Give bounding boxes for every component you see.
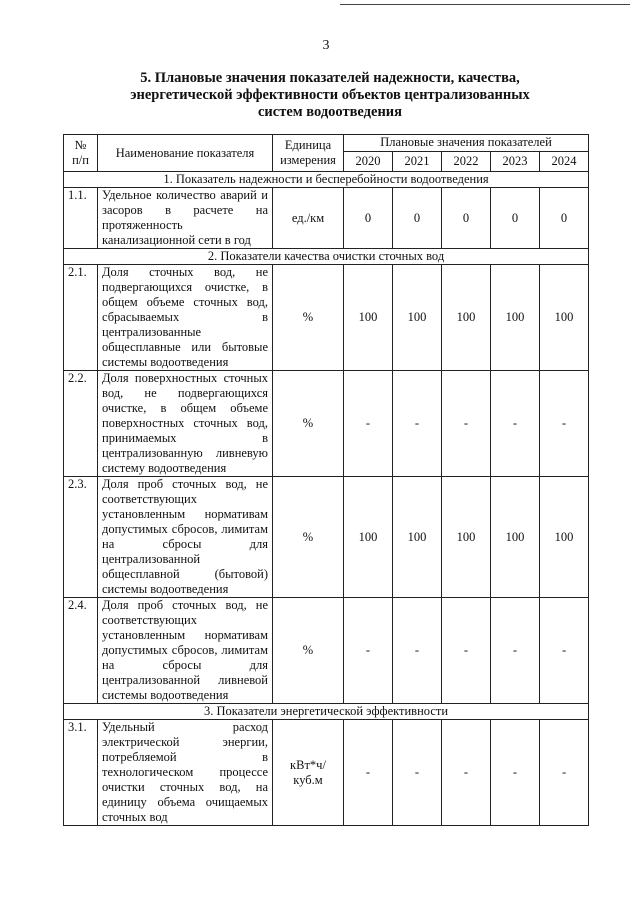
header-row [64,135,589,152]
row-name: Доля проб сточных вод, не соответствующих установленным нормативам допустимых сбросов, лимитам на сбросы для централизованной общесплавной (бытовой) системы водоотведения [98,477,273,598]
row-unit: кВт*ч/ куб.м [273,720,344,826]
row-name: Удельное количество аварий и засоров в расчете на протяженность канализационной сети в год [98,188,273,249]
header-year: 2023 [491,151,540,171]
table-row [64,265,589,371]
row-name: Доля проб сточных вод, не соответствующих установленным нормативам допустимых сбросов, лимитам на сбросы для централизованной ливневой системы водоотведения [98,598,273,704]
row-value: 100 [540,477,589,598]
row-unit: % [273,477,344,598]
row-num: 2.4. [64,598,98,704]
row-value: 0 [442,188,491,249]
section-heading [100,70,560,121]
section-title: 2. Показатели качества очистки сточных вод [64,249,589,265]
header-year: 2024 [540,151,589,171]
row-value: 100 [393,265,442,371]
row-value: - [344,598,393,704]
row-num: 3.1. [64,720,98,826]
row-value: 100 [442,477,491,598]
section-row [64,704,589,720]
row-value: - [442,598,491,704]
row-value: - [491,720,540,826]
row-name: Доля сточных вод, не подвергающихся очистке, в общем объеме сточных вод, сбрасываемых в централизованные общесплавные или бытовые системы водоотведения [98,265,273,371]
section-title: 3. Показатели энергетической эффективности [64,704,589,720]
row-value: 0 [491,188,540,249]
heading-line: 5. Плановые значения показателей надежности, качества, [140,70,520,86]
row-unit: ед./км [273,188,344,249]
table-row [64,188,589,249]
row-value: - [491,598,540,704]
table-row [64,477,589,598]
header-year: 2021 [393,151,442,171]
row-num: 2.1. [64,265,98,371]
row-value: 0 [540,188,589,249]
row-value: 100 [344,477,393,598]
row-value: 100 [540,265,589,371]
row-num: 2.3. [64,477,98,598]
row-value: - [344,371,393,477]
heading-line: энергетической эффективности объектов централизованных [130,87,530,103]
header-year: 2022 [442,151,491,171]
table-row [64,598,589,704]
header-year: 2020 [344,151,393,171]
row-value: 100 [442,265,491,371]
section-row [64,249,589,265]
section-title: 1. Показатель надежности и бесперебойности водоотведения [64,172,589,188]
table-row [64,371,589,477]
row-value: 100 [344,265,393,371]
page-number: 3 [322,38,330,53]
header-unit: Единица измерения [273,135,344,172]
row-value: 0 [393,188,442,249]
row-num: 1.1. [64,188,98,249]
row-value: - [393,371,442,477]
header-planned: Плановые значения показателей [344,135,589,152]
row-value: 100 [491,265,540,371]
row-value: 0 [344,188,393,249]
row-value: - [491,371,540,477]
row-num: 2.2. [64,371,98,477]
row-value: - [393,598,442,704]
row-value: - [540,598,589,704]
row-unit: % [273,598,344,704]
row-value: - [540,720,589,826]
row-value: 100 [393,477,442,598]
row-name: Доля поверхностных сточных вод, не подвергающихся очистке, в общем объеме поверхностных сточных вод, принимаемых в централизованную ливневую систему водоотведения [98,371,273,477]
header-num: № п/п [64,135,98,172]
table-row [64,720,589,826]
section-row [64,172,589,188]
top-rule [340,4,630,5]
row-value: - [442,371,491,477]
row-unit: % [273,265,344,371]
header-name: Наименование показателя [98,135,273,172]
planned-values-table [63,134,589,826]
heading-line: систем водоотведения [257,104,403,120]
row-value: 100 [491,477,540,598]
row-value: - [442,720,491,826]
row-unit: % [273,371,344,477]
row-value: - [540,371,589,477]
row-value: - [393,720,442,826]
row-value: - [344,720,393,826]
row-name: Удельный расход электрической энергии, потребляемой в технологическом процессе очистки сточных вод, на единицу объема очищаемых сточных вод [98,720,273,826]
